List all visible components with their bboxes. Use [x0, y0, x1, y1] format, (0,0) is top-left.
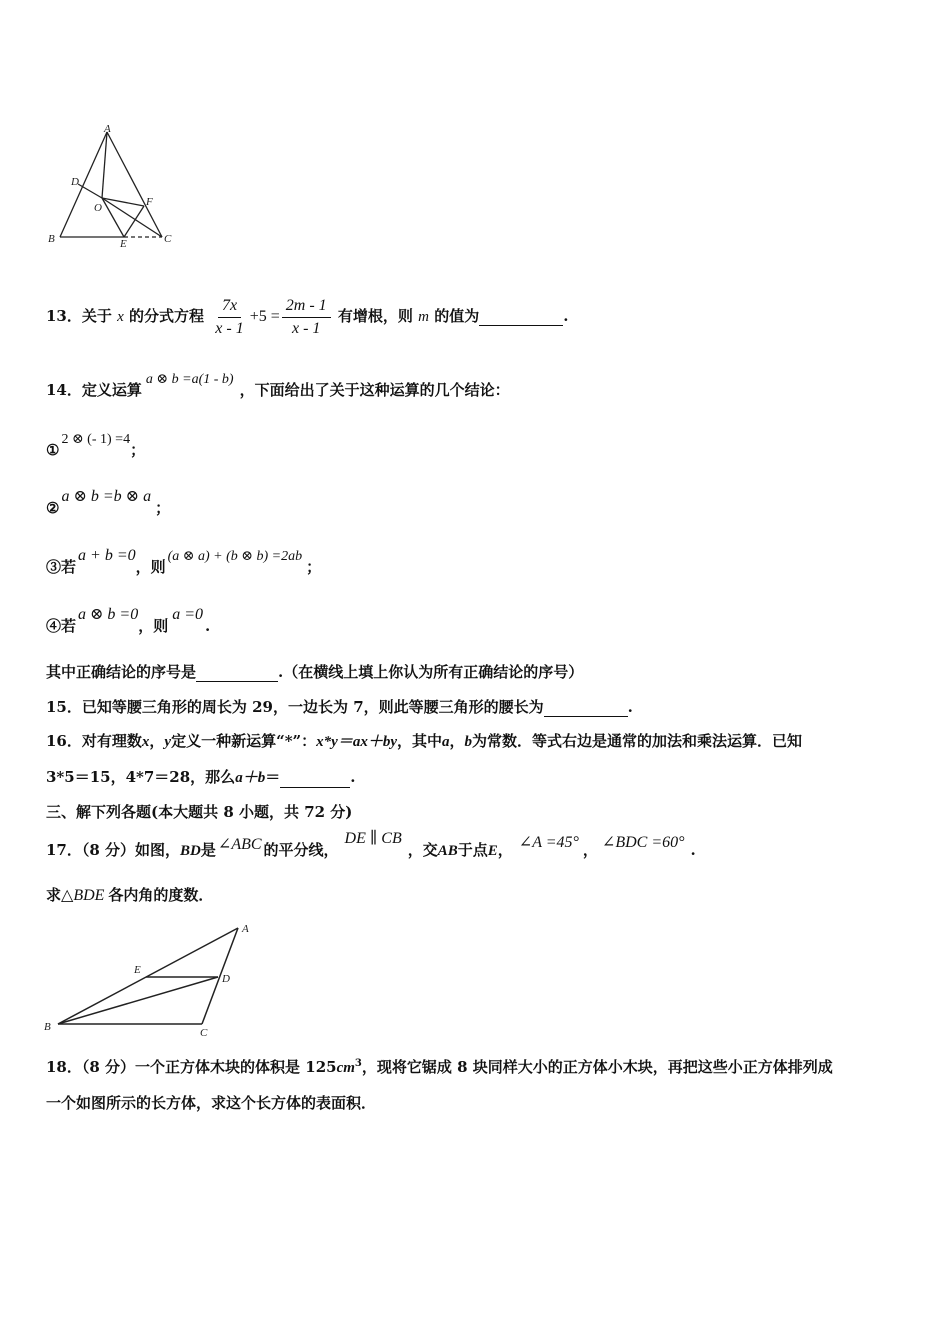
- q15-period: .: [627, 698, 633, 716]
- fig1-segment-ef: [124, 206, 144, 237]
- q16-text: 16．对有理数: [46, 732, 142, 750]
- q13-plus-five: +5 =: [249, 308, 280, 325]
- q17-angle-a: ∠A =45°: [518, 834, 579, 851]
- fig2-label-a: A: [242, 923, 249, 935]
- q14-item-1-formula: 2 ⊗ (- 1) =4: [61, 432, 131, 447]
- q13-text: 关于: [81, 307, 112, 325]
- q14-text: ，下面给出了关于这种运算的几个结论：: [239, 381, 510, 399]
- q16-answer-blank[interactable]: [280, 771, 350, 788]
- q18-unit-exponent: 3: [354, 1058, 362, 1069]
- fig1-label-f: F: [146, 196, 153, 208]
- fig1-label-b: B: [48, 233, 55, 245]
- q14-item-2-end: ；: [155, 499, 171, 517]
- fig1-label-c: C: [164, 233, 172, 245]
- q14-text: 定义运算: [81, 381, 142, 399]
- q17-text: 于点: [457, 841, 488, 859]
- q14-item-4-marker: ④若: [46, 617, 77, 635]
- fig2-side-ac: [202, 928, 238, 1024]
- q14-item-2-marker: ②: [46, 499, 60, 517]
- triangle-figure-2: [40, 918, 270, 1042]
- q17-point-e: E: [487, 843, 498, 859]
- q16-comma: ，: [449, 732, 465, 750]
- q14-item-3-end: ；: [306, 558, 322, 576]
- q13-period: .: [563, 307, 569, 325]
- fig2-label-d: D: [222, 973, 230, 985]
- q16-operation-formula: x*y＝ax＋by: [316, 734, 397, 750]
- fig2-label-e: E: [134, 964, 141, 976]
- fig2-side-ba: [58, 928, 238, 1024]
- q18-text: ，现将它锯成 8 块同样大小的正方体小木块，再把这些小正方体排列成: [361, 1058, 833, 1076]
- fig1-segment-oe: [102, 198, 124, 237]
- section-3-heading: [46, 802, 352, 822]
- q14-item-3-marker: ③若: [46, 558, 77, 576]
- fig2-segment-bd: [58, 977, 218, 1024]
- question-18-line-1: [46, 1054, 833, 1078]
- q17-text: ，交: [407, 841, 438, 859]
- q14-item-4-then: ，则: [138, 617, 169, 635]
- q14-item-3: [46, 547, 322, 579]
- q17-ask-text: 求: [46, 886, 62, 904]
- q14-conclusion-note: .（在横线上填上你认为所有正确结论的序号）: [278, 663, 584, 681]
- question-14-stem: [46, 372, 510, 402]
- q16-text: ，其中: [397, 732, 443, 750]
- q13-text: 的值为: [434, 307, 480, 325]
- q14-item-3-condition: a + b =0: [78, 547, 136, 564]
- q14-definition-formula: a ⊗ b =a(1 - b): [145, 372, 234, 387]
- q13-text: 有增根，则: [337, 307, 413, 325]
- triangle-figure-1: [40, 122, 180, 254]
- fig1-side-ab: [60, 132, 107, 237]
- q13-fraction-left: [211, 296, 247, 339]
- q18-text: 一个如图所示的长方体，求这个长方体的表面积．: [46, 1094, 377, 1112]
- q17-period: .: [690, 841, 696, 859]
- q14-item-4-formula: a =0: [172, 606, 204, 623]
- question-13: [46, 286, 568, 346]
- question-17-ask: [46, 885, 213, 906]
- q16-period: .: [350, 768, 356, 786]
- q14-conclusion-text: 其中正确结论的序号是: [46, 663, 197, 681]
- q15-text: 15．已知等腰三角形的周长为 29，一边长为 7，则此等腰三角形的腰长为: [46, 698, 544, 716]
- q16-comma: ，: [149, 732, 165, 750]
- q14-item-1-end: ；: [130, 441, 146, 459]
- q16-var-a: a: [442, 734, 450, 750]
- question-16-line-2: [46, 767, 355, 788]
- q17-text: 是: [200, 841, 216, 859]
- q16-sum-expression: a＋b: [235, 770, 266, 786]
- q17-segment-bd: BD: [180, 843, 201, 859]
- q14-item-3-formula: (a ⊗ a) + (b ⊗ b) =2ab: [167, 549, 303, 564]
- q17-triangle-bde: △BDE: [61, 887, 105, 904]
- q14-item-4-condition: a ⊗ b =0: [78, 606, 139, 623]
- q13-fraction-right-numerator: 2m - 1: [282, 296, 331, 318]
- q13-fraction-right-denominator: x - 1: [291, 319, 321, 337]
- q13-text: 的分式方程: [129, 307, 205, 325]
- q14-item-2-formula: a ⊗ b =b ⊗ a: [61, 488, 152, 505]
- section-3-title: 三、解下列各题(本大题共 8 小题，共 72 分): [46, 803, 353, 821]
- fig1-label-d: D: [71, 176, 79, 188]
- q15-answer-blank[interactable]: [544, 700, 628, 717]
- q17-angle-bdc: ∠BDC =60°: [601, 834, 685, 851]
- q17-number: 17．（8 分）如图，: [46, 841, 181, 859]
- q17-segment-ab: AB: [437, 843, 458, 859]
- q14-item-1: [46, 432, 146, 462]
- q13-fraction-right: [282, 296, 331, 339]
- q14-conclusion: [46, 662, 583, 682]
- q14-item-4: [46, 606, 211, 637]
- q13-number: 13．: [46, 307, 82, 325]
- q14-number: 14．: [46, 381, 82, 399]
- q14-item-3-then: ，则: [135, 558, 166, 576]
- q13-fraction-left-numerator: 7x: [218, 296, 241, 318]
- q13-var-x: x: [117, 309, 124, 325]
- fig1-label-a: A: [104, 123, 111, 135]
- question-17: [46, 830, 696, 861]
- q16-text: 3*5＝15，4*7＝28，那么: [46, 768, 236, 786]
- q17-comma: ，: [582, 841, 598, 859]
- fig1-segment-do: [78, 184, 102, 198]
- q14-item-2: [46, 488, 171, 519]
- question-15: [46, 697, 633, 717]
- q16-var-x: x: [141, 734, 150, 750]
- q13-var-m: m: [418, 309, 429, 325]
- question-16-line-1: [46, 731, 802, 752]
- fig1-label-o: O: [94, 202, 102, 214]
- q16-equals: ＝: [265, 768, 281, 786]
- q18-unit: cm: [336, 1060, 355, 1076]
- q17-parallel-de-cb: DE ∥ CB: [344, 830, 402, 847]
- fig2-label-c: C: [200, 1027, 208, 1039]
- q14-item-4-end: .: [205, 617, 211, 635]
- q17-ask-text: 各内角的度数．: [108, 886, 214, 904]
- fig2-label-b: B: [44, 1021, 51, 1033]
- question-18-line-2: [46, 1093, 376, 1113]
- q17-angle-abc: ∠ABC: [217, 836, 262, 853]
- q16-var-y: y: [164, 734, 172, 750]
- q14-answer-blank[interactable]: [196, 665, 278, 682]
- q13-fraction-left-denominator: x - 1: [215, 319, 244, 337]
- fig1-label-e: E: [120, 238, 127, 250]
- q13-answer-blank[interactable]: [479, 309, 563, 326]
- q16-text: 为常数．等式右边是通常的加法和乘法运算．已知: [472, 732, 803, 750]
- q17-comma: ，: [497, 841, 513, 859]
- q16-var-b: b: [464, 734, 473, 750]
- q16-text: 定义一种新运算“*”：: [171, 732, 317, 750]
- q18-text: 18．（8 分）一个正方体木块的体积是 125: [46, 1058, 337, 1076]
- q17-text: 的平分线，: [263, 841, 339, 859]
- q14-item-1-marker: ①: [46, 441, 60, 459]
